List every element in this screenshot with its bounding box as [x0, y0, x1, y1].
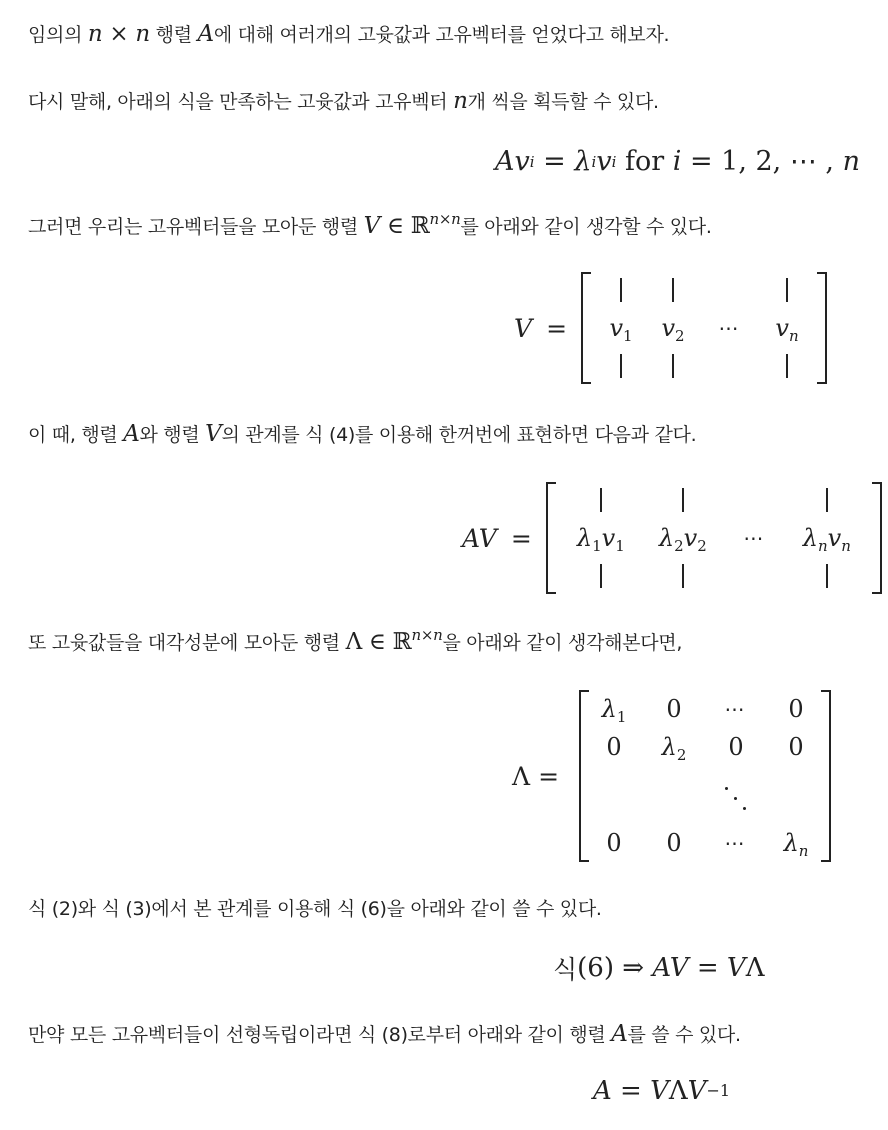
math-superscript: n×n [429, 210, 461, 228]
equation-AV-matrix [462, 482, 882, 594]
matrix-AV [546, 482, 882, 594]
math-V: V [650, 1076, 669, 1106]
text: 식 (2)와 식 (3)에서 본 관계를 이용해 식 (6)을 아래와 같이 쓸 수 있다. [28, 898, 602, 920]
math-Lambda: Λ [345, 629, 362, 655]
math-equals: = [611, 1076, 651, 1106]
column-bar [600, 488, 602, 512]
math-n: n [87, 21, 103, 47]
matrix-cell: $\lambda_1v_1$ [576, 524, 625, 555]
column-bar [826, 564, 828, 588]
matrix-cell: $\lambda_2v_2$ [658, 524, 707, 555]
math-n: n [135, 21, 150, 47]
equation-V-matrix [514, 272, 827, 384]
column-bar [786, 354, 788, 378]
math-A: A [197, 21, 214, 47]
column-bar [600, 564, 602, 588]
column-bar [620, 278, 622, 302]
math-V: V [687, 1076, 707, 1106]
math-for: for [616, 146, 673, 177]
math-A: A [611, 1021, 628, 1047]
math-AV: AV [462, 523, 497, 553]
math-n: n [842, 146, 860, 177]
math-i: i [672, 146, 682, 177]
math-AV: AV [652, 953, 689, 983]
column-bar [672, 278, 674, 302]
math-V: V [205, 421, 222, 447]
matrix-cell: 0 [788, 733, 804, 761]
column-bar [826, 488, 828, 512]
matrix-cell: $v_1$ [609, 314, 633, 345]
paragraph-matrix-Lambda [28, 626, 683, 655]
math-equals: = [534, 146, 575, 177]
matrix-cell: 0 [606, 733, 622, 761]
text: 임의의 [28, 24, 88, 46]
math-A: A [495, 146, 515, 177]
column-bar [786, 278, 788, 302]
matrix-cell: $\lambda_n$ [783, 829, 809, 860]
math-element-of: ∈ [361, 629, 393, 655]
math-A: A [593, 1076, 612, 1106]
math-V: V [726, 953, 746, 983]
matrix-cell: 0 [666, 695, 682, 723]
matrix-cell: $\lambda_1$ [601, 695, 627, 726]
matrix-cell: $\lambda_2$ [661, 733, 687, 764]
paragraph-diagonalization [28, 1022, 741, 1047]
math-n: n [453, 88, 468, 114]
math-real-set: ℝ [410, 213, 430, 239]
paragraph-matrix-V [28, 210, 712, 239]
math-Lambda: Λ [512, 761, 531, 791]
paragraph-restatement [28, 89, 659, 114]
column-bar [620, 354, 622, 378]
math-implies: ⇒ [614, 953, 653, 983]
math-element-of: ∈ [379, 213, 411, 239]
text: 와 행렬 [139, 424, 206, 446]
matrix-cdots: ⋯ [743, 526, 767, 550]
text: 만약 모든 고유벡터들이 선형독립이라면 식 (8)로부터 아래와 같이 행렬 [28, 1024, 612, 1046]
math-lambda: λ [574, 146, 592, 177]
equation-eigen-definition: A v i = λ i v i for i = 1, 2, ⋯ , n [495, 146, 860, 177]
matrix-cell: $v_2$ [661, 314, 685, 345]
matrix-V [581, 272, 827, 384]
math-equals: = [538, 761, 560, 791]
math-sik: 식 [553, 955, 578, 984]
text: 를 쓸 수 있다. [627, 1024, 741, 1046]
column-bar [672, 354, 674, 378]
text: 에 대해 여러개의 고윳값과 고유벡터를 얻었다고 해보자. [213, 24, 670, 46]
matrix-cell: 0 [606, 829, 622, 857]
math-equals: = [510, 523, 532, 553]
equation-eigendecomposition: A = V Λ V −1 [593, 1076, 731, 1106]
matrix-cell: $\lambda_nv_n$ [802, 524, 851, 555]
matrix-cdots: ⋯ [718, 316, 742, 340]
text: 를 아래와 같이 생각할 수 있다. [460, 216, 712, 238]
column-bar [682, 488, 684, 512]
matrix-cell: $v_n$ [775, 314, 799, 345]
text: 을 아래와 같이 생각해본다면, [442, 632, 683, 654]
math-v: v [514, 146, 530, 177]
text: 행렬 [149, 24, 198, 46]
math-times: × [102, 21, 136, 47]
matrix-ddots [721, 777, 751, 813]
paragraph-relation-AV [28, 422, 696, 447]
text: 이 때, 행렬 [28, 424, 124, 446]
text: 그러면 우리는 고유벡터들을 모아둔 행렬 [28, 216, 364, 238]
math-V: V [363, 213, 380, 239]
math-equals: = [688, 953, 727, 983]
text: 의 관계를 식 (4)를 이용해 한꺼번에 표현하면 다음과 같다. [221, 424, 697, 446]
paragraph-intro [28, 22, 669, 47]
math-v: v [596, 146, 612, 177]
paragraph-rewrite [28, 897, 602, 921]
text: 다시 말해, 아래의 식을 만족하는 고윳값과 고유벡터 [28, 91, 454, 113]
math-range: = 1, 2, ⋯ , [681, 146, 843, 177]
math-equals: = [546, 313, 568, 343]
equation-Lambda-matrix [512, 690, 831, 862]
text: 또 고윳값들을 대각성분에 모아둔 행렬 [28, 632, 346, 654]
column-bar [682, 564, 684, 588]
math-superscript: n×n [411, 626, 443, 644]
matrix-cell: 0 [666, 829, 682, 857]
math-Lambda: Λ [668, 1076, 688, 1106]
matrix-Lambda [579, 690, 831, 862]
matrix-cdots: ⋯ [724, 697, 748, 721]
math-Lambda: Λ [745, 953, 765, 983]
matrix-cell: 0 [728, 733, 744, 761]
equation-AV-equals-VLambda [553, 950, 764, 986]
matrix-cell: 0 [788, 695, 804, 723]
text: 개 씩을 획득할 수 있다. [467, 91, 659, 113]
math-A: A [123, 421, 140, 447]
math-eq-ref: (6) [577, 953, 614, 983]
math-V: V [514, 313, 533, 343]
matrix-cdots: ⋯ [724, 831, 748, 855]
math-real-set: ℝ [392, 629, 412, 655]
